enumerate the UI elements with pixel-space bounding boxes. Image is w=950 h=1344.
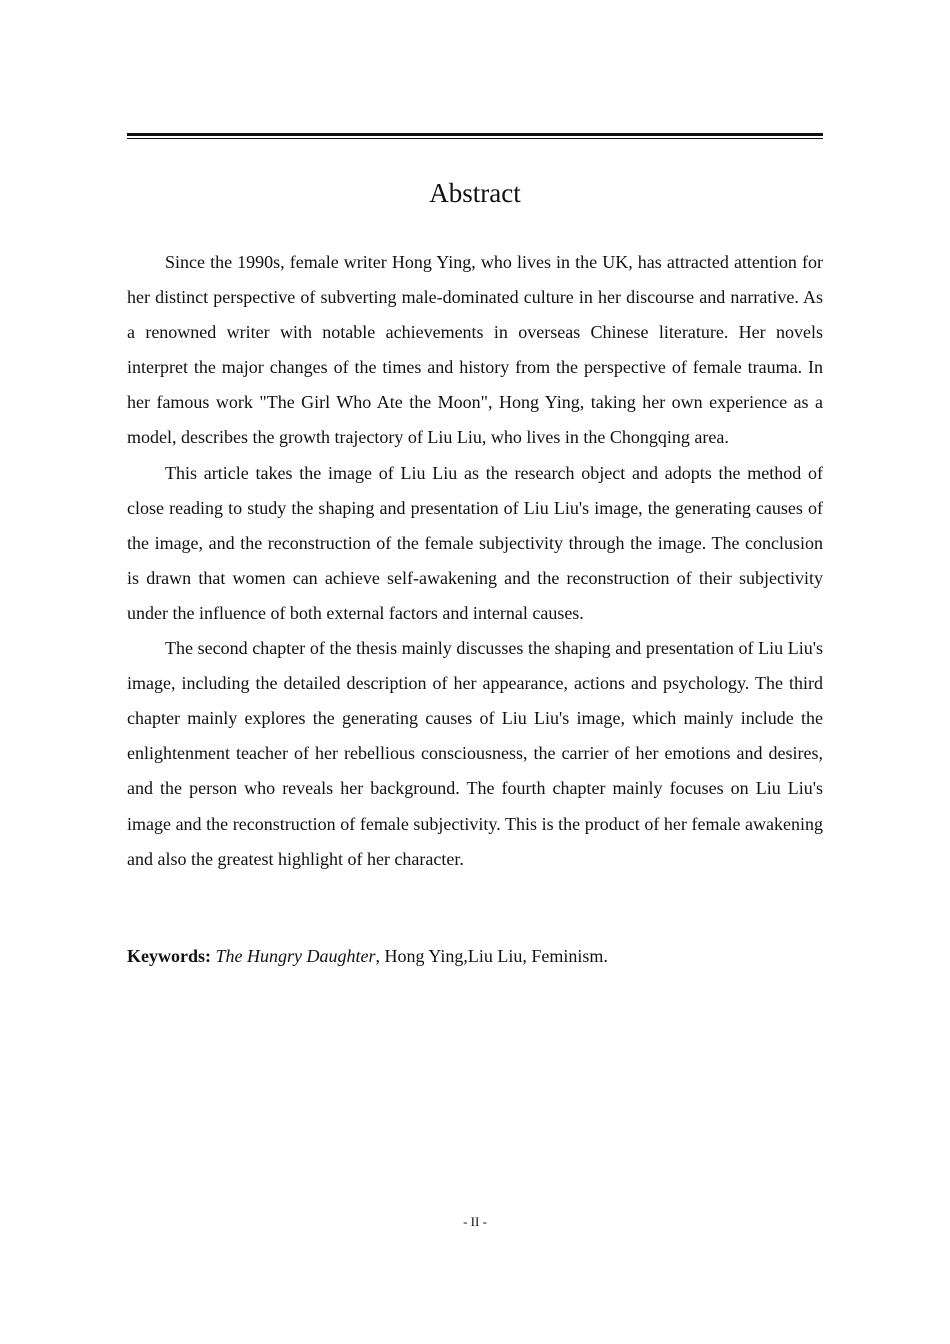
header-rule-thin bbox=[127, 138, 823, 139]
keywords-rest: , Hong Ying,Liu Liu, Feminism. bbox=[375, 946, 608, 966]
abstract-paragraph-2: This article takes the image of Liu Liu as the research object and adopts the method of close reading to study the shaping and presentation of Liu Liu's image, the generating causes of the image, and the reconstruction of the female subjectivity through the image. The conclusion is drawn that women can achieve self-awakening and the reconstruction of their subjectivity under the influence of both external factors and internal causes. bbox=[127, 462, 823, 623]
abstract-paragraph-3: The second chapter of the thesis mainly discusses the shaping and presentation of Liu Liu's image, including the detailed description of her appearance, actions and psychology. The third chapter mainly explores the generating causes of Liu Liu's image, which mainly include the enlightenment teacher of her rebellious consciousness, the carrier of her emotions and desires, and the person who reveals her background. The fourth chapter mainly focuses on Liu Liu's image and the reconstruction of female subjectivity. This is the product of her female awakening and also the greatest highlight of her character. bbox=[127, 638, 823, 869]
page-number: - II - bbox=[463, 1214, 487, 1229]
abstract-body bbox=[127, 245, 823, 877]
keywords-italic-term: The Hungry Daughter bbox=[215, 946, 376, 966]
keywords-label: Keywords: bbox=[127, 946, 211, 966]
header-rule-thick bbox=[127, 133, 823, 136]
header-double-rule bbox=[127, 133, 823, 139]
page-title: Abstract bbox=[429, 178, 521, 208]
abstract-paragraph-1: Since the 1990s, female writer Hong Ying, who lives in the UK, has attracted attention for her distinct perspective of subverting male-dominated culture in her discourse and narrative. As a renowned writer with notable achievements in overseas Chinese literature. Her novels interpret the major changes of the times and history from the perspective of female trauma. In her famous work "The Girl Who Ate the Moon", Hong Ying, taking her own experience as a model, describes the growth trajectory of Liu Liu, who lives in the Chongqing area. bbox=[127, 252, 823, 448]
keywords-line bbox=[127, 941, 823, 971]
